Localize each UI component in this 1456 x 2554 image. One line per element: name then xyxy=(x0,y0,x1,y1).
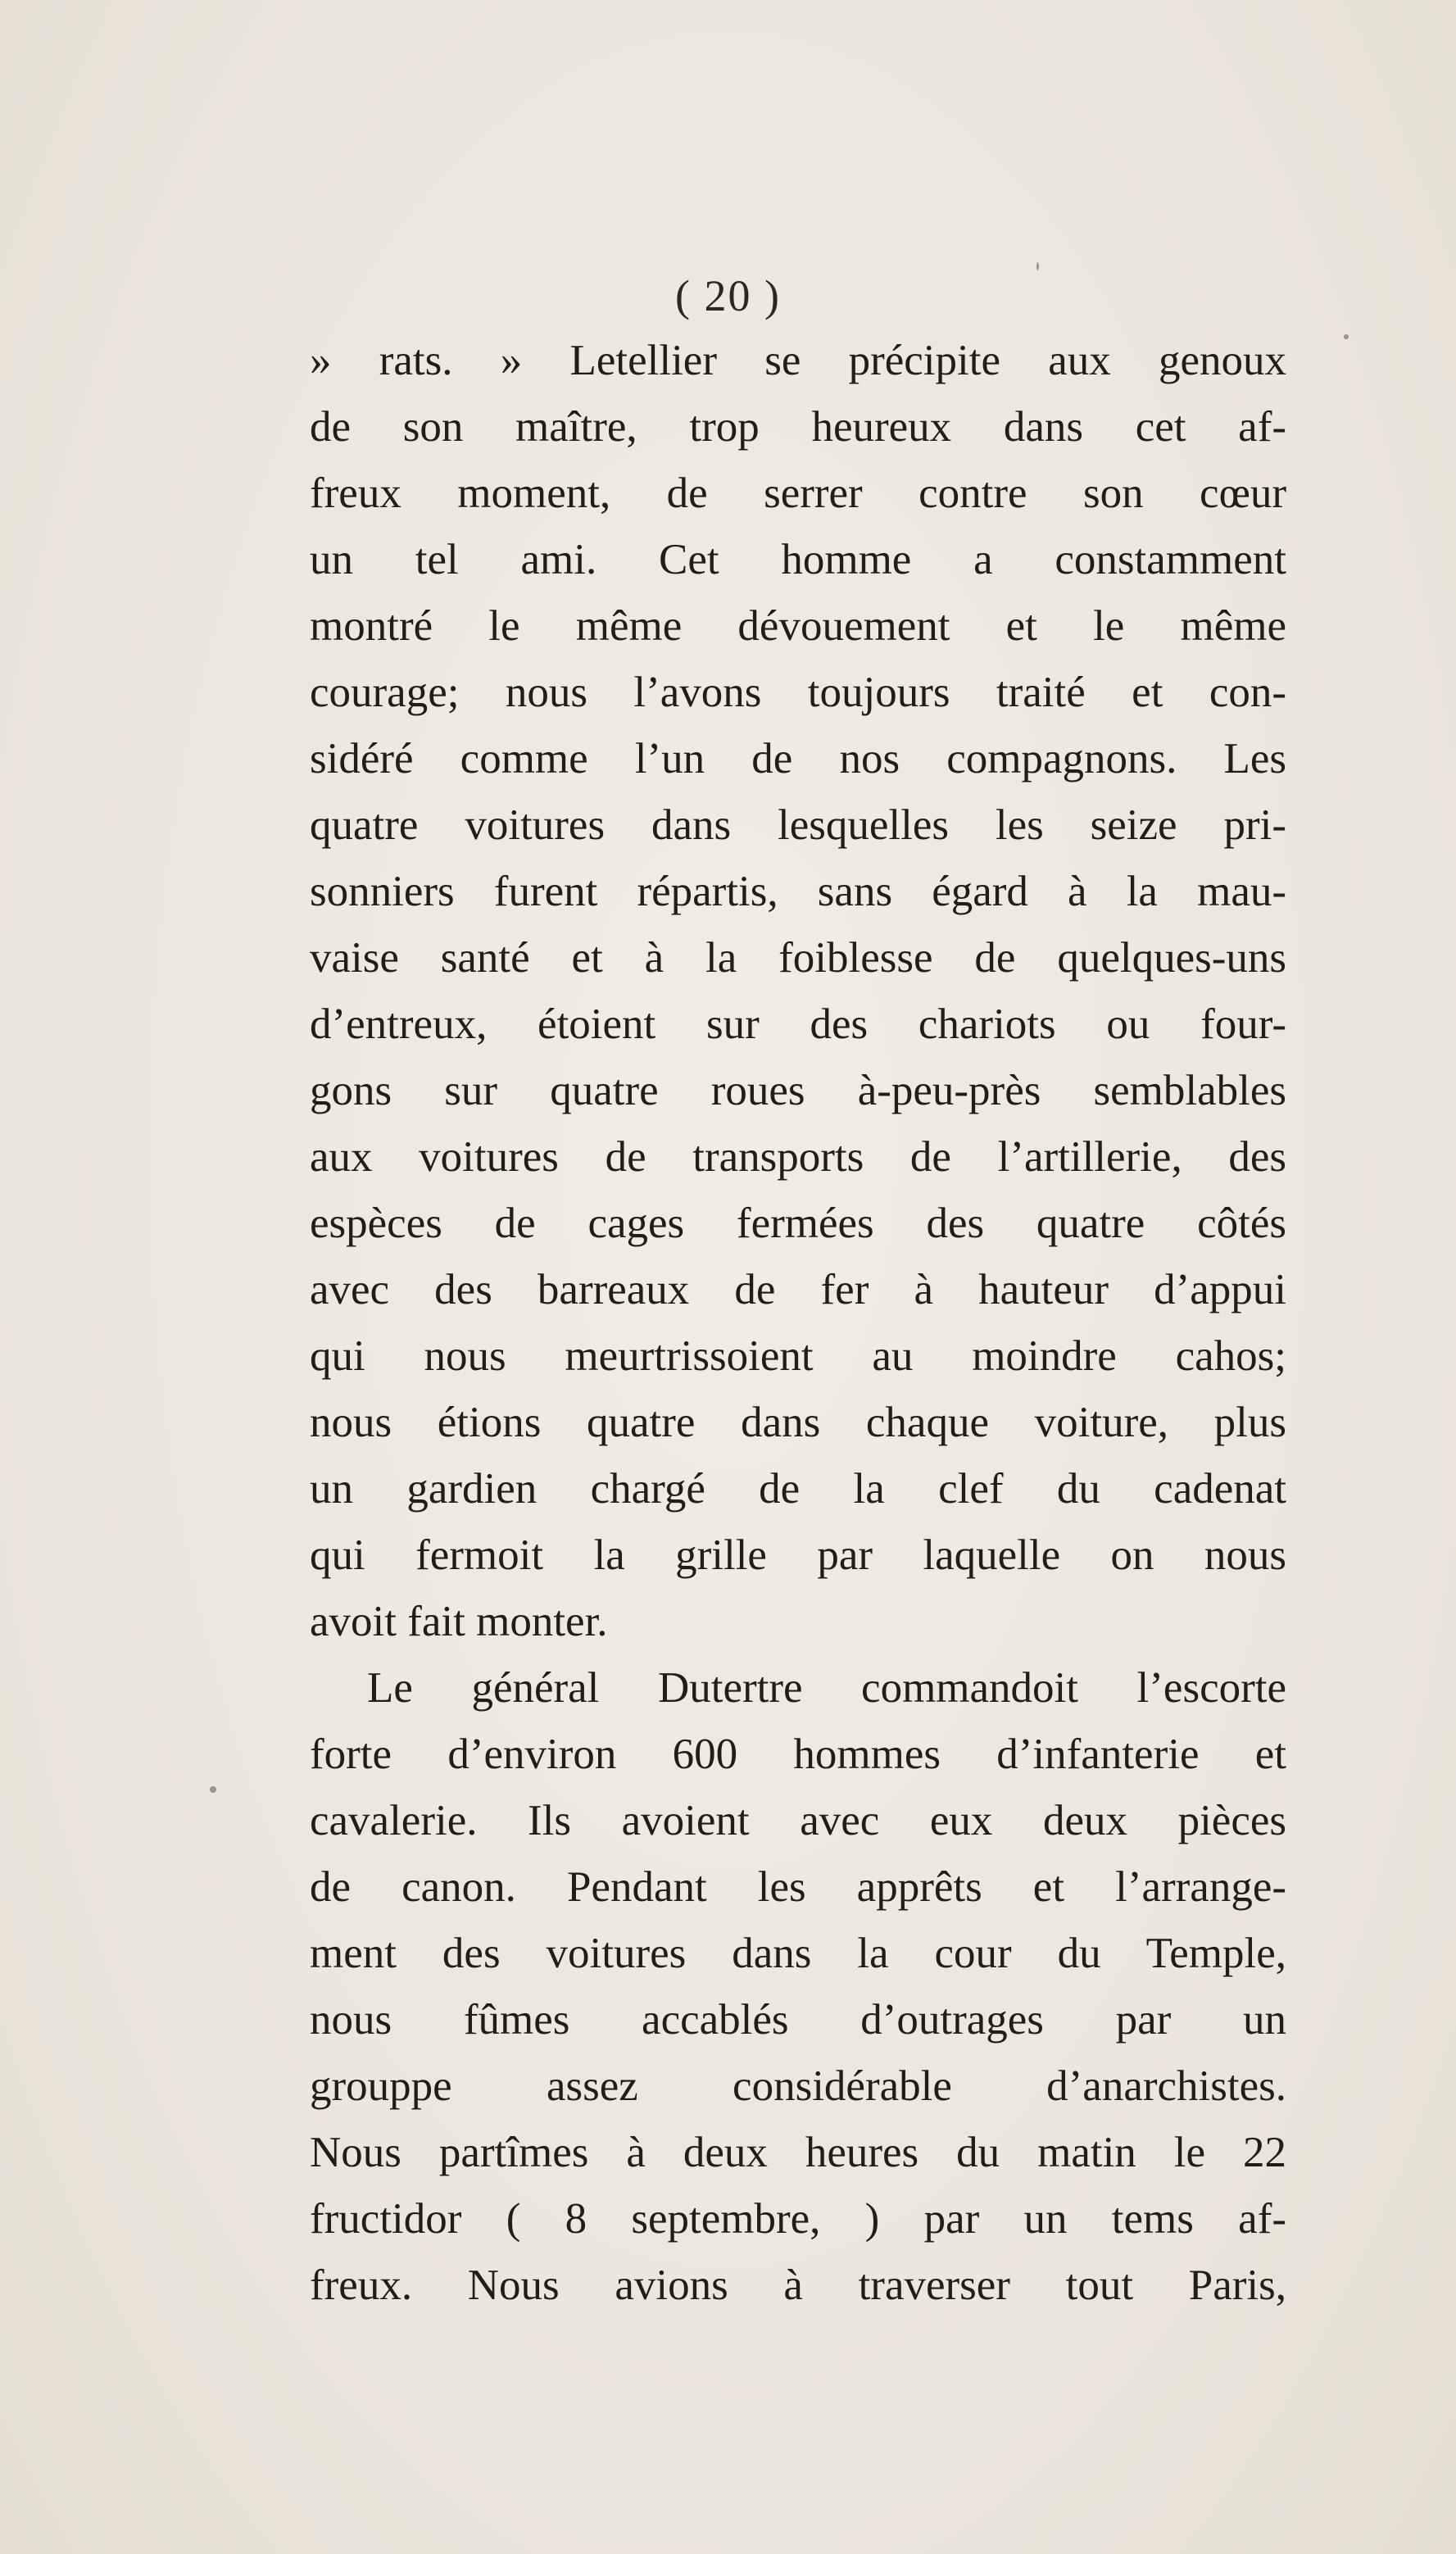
text-line: freux moment, de serrer contre son cœur xyxy=(310,470,1286,517)
text-line: aux voitures de transports de l’artillerie, des xyxy=(310,1133,1286,1181)
page-number: ( 20 ) xyxy=(675,271,781,320)
text-line: gons sur quatre roues à-peu-près semblables xyxy=(310,1067,1286,1114)
text-line: qui nous meurtrissoient au moindre cahos; xyxy=(310,1332,1286,1380)
text-line: quatre voitures dans lesquelles les seize pri- xyxy=(310,801,1286,849)
text-line: de canon. Pendant les apprêts et l’arrange- xyxy=(310,1863,1286,1911)
paper-speck xyxy=(1036,262,1039,270)
text-line: freux. Nous avions à traverser tout Paris, xyxy=(310,2261,1286,2309)
text-line: qui fermoit la grille par laquelle on nous xyxy=(310,1531,1286,1579)
text-line: grouppe assez considérable d’anarchistes. xyxy=(310,2062,1286,2110)
text-line: nous étions quatre dans chaque voiture, plus xyxy=(310,1399,1286,1446)
text-line: fructidor ( 8 septembre, ) par un tems af- xyxy=(310,2195,1286,2243)
text-line: nous fûmes accablés d’outrages par un xyxy=(310,1996,1286,2044)
text-line-paragraph-end: avoit fait monter. xyxy=(310,1598,608,1645)
text-line: Nous partîmes à deux heures du matin le 22 xyxy=(310,2129,1286,2176)
text-line: forte d’environ 600 hommes d’infanterie et xyxy=(310,1731,1286,1778)
paper-speck xyxy=(210,1786,216,1793)
text-line-paragraph-start: Le général Dutertre commandoit l’escorte xyxy=(367,1664,1286,1712)
text-line: sonniers furent répartis, sans égard à la mau- xyxy=(310,868,1286,915)
text-line: montré le même dévouement et le même xyxy=(310,602,1286,650)
text-line: vaise santé et à la foiblesse de quelques-uns xyxy=(310,934,1286,982)
text-line: cavalerie. Ils avoient avec eux deux pièces xyxy=(310,1797,1286,1844)
text-line: avec des barreaux de fer à hauteur d’appui xyxy=(310,1266,1286,1313)
paper-speck xyxy=(1344,334,1349,339)
text-line: d’entreux, étoient sur des chariots ou four- xyxy=(310,1000,1286,1048)
body-text xyxy=(310,328,1286,2319)
text-line: sidéré comme l’un de nos compagnons. Les xyxy=(310,735,1286,783)
text-line: un tel ami. Cet homme a constamment xyxy=(310,536,1286,583)
text-line: ment des voitures dans la cour du Temple, xyxy=(310,1930,1286,1977)
text-line: espèces de cages fermées des quatre côtés xyxy=(310,1200,1286,1247)
text-line: courage; nous l’avons toujours traité et con- xyxy=(310,669,1286,716)
text-line: un gardien chargé de la clef du cadenat xyxy=(310,1465,1286,1513)
text-line: de son maître, trop heureux dans cet af- xyxy=(310,403,1286,451)
text-line: » rats. » Letellier se précipite aux genoux xyxy=(310,337,1286,384)
